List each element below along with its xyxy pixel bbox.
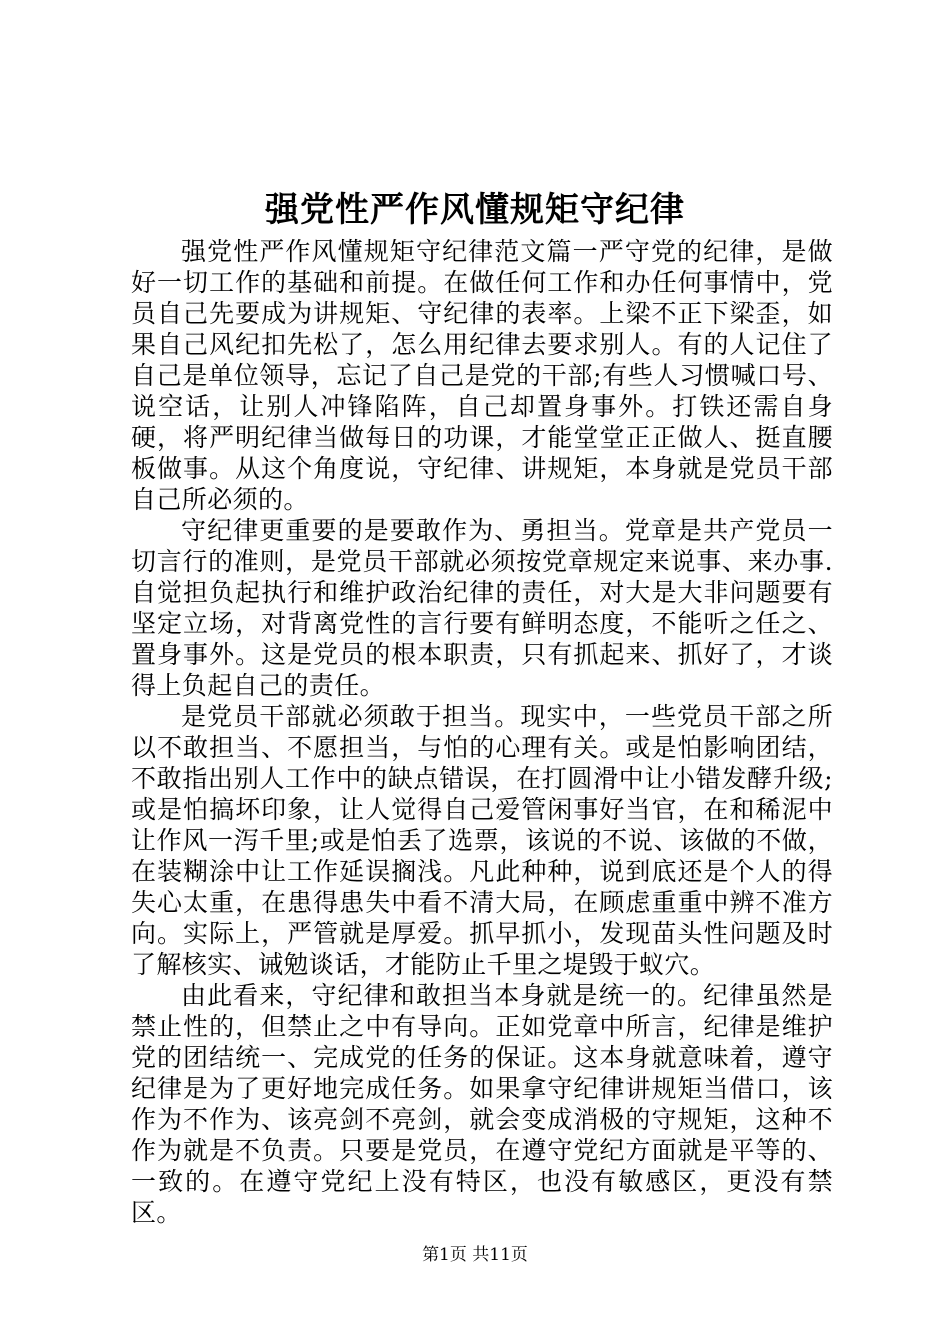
page-footer [0, 1244, 950, 1266]
paragraph-3: 是党员干部就必须敢于担当。现实中，一些党员干部之所以不敢担当、不愿担当，与怕的心理有关。或是怕影响团结，不敢指出别人工作中的缺点错误，在打圆滑中让小错发酵升级;或是怕搞坏印象，让人觉得自己爱管闲事好当官，在和稀泥中让作风一泻千里;或是怕丢了选票，该说的不说、该做的不做，在装糊涂中让工作延误搁浅。凡此种种，说到底还是个人的得失心太重，在患得患失中看不清大局，在顾虑重重中辨不准方向。实际上，严管就是厚爱。抓早抓小，发现苗头性问题及时了解核实、诫勉谈话，才能防止千里之堤毁于蚁穴。 [131, 702, 833, 979]
page-indicator: 第1页 共11页 [422, 1245, 528, 1265]
paragraph-1: 强党性严作风懂规矩守纪律范文篇一严守党的纪律，是做好一切工作的基础和前提。在做任何工作和办任何事情中，党员自己先要成为讲规矩、守纪律的表率。上梁不正下梁歪，如果自己风纪扣先松了，怎么用纪律去要求别人。有的人记住了自己是单位领导，忘记了自己是党的干部;有些人习惯喊口号、说空话，让别人冲锋陷阵，自己却置身事外。打铁还需自身硬，将严明纪律当做每日的功课，才能堂堂正正做人、挺直腰板做事。从这个角度说，守纪律、讲规矩，本身就是党员干部自己所必须的。 [131, 237, 833, 514]
document-title: 强党性严作风懂规矩守纪律 [265, 190, 685, 230]
document-body [131, 236, 833, 1228]
paragraph-2: 守纪律更重要的是要敢作为、勇担当。党章是共产党员一切言行的准则，是党员干部就必须按党章规定来说事、来办事.自觉担负起执行和维护政治纪律的责任，对大是大非问题要有坚定立场，对背离党性的言行要有鲜明态度，不能听之任之、置身事外。这是党员的根本职责，只有抓起来、抓好了，才谈得上负起自己的责任。 [131, 516, 833, 700]
paragraph-4: 由此看来，守纪律和敢担当本身就是统一的。纪律虽然是禁止性的，但禁止之中有导向。正如党章中所言，纪律是维护党的团结统一、完成党的任务的保证。这本身就意味着，遵守纪律是为了更好地完成任务。如果拿守纪律讲规矩当借口，该作为不作为、该亮剑不亮剑，就会变成消极的守规矩，这种不作为就是不负责。只要是党员，在遵守党纪方面就是平等的、一致的。在遵守党纪上没有特区，也没有敏感区，更没有禁区。 [131, 981, 833, 1227]
